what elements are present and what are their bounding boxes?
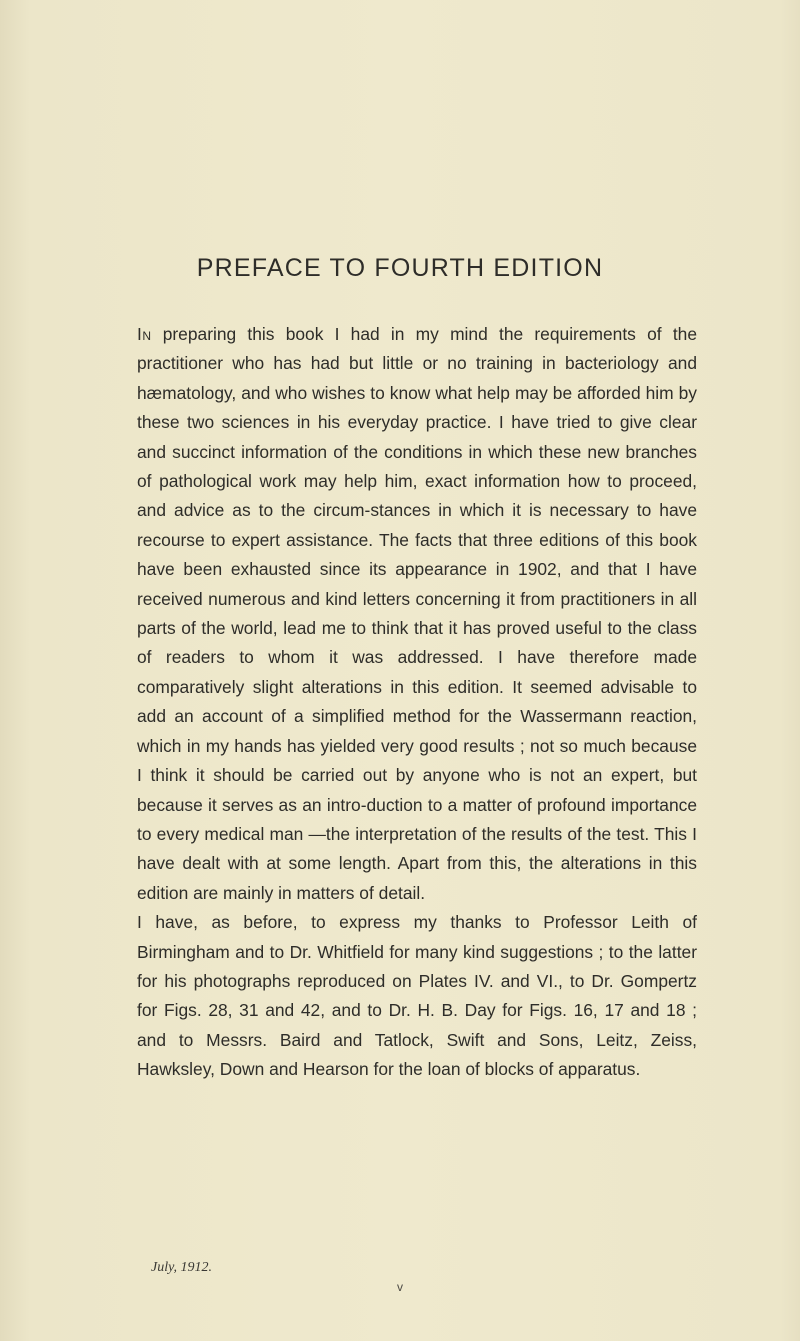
preface-body — [137, 320, 697, 1085]
paragraph-1-text: preparing this book I had in my mind the requirements of the practitioner who has had but little or no training in bacteriology and hæmatology, and who wishes to know what help may be afforded him by these two sciences in his everyday practice. I have tried to give clear and succinct information of the conditions in which these new branches of pathological work may help him, exact information how to proceed, and advice as to the circum-stances in which it is necessary to have recourse to expert assistance. The facts that three editions of this book have been exhausted since its appearance in 1902, and that I have received numerous and kind letters concerning it from practitioners in all parts of the world, lead me to think that it has proved useful to the class of readers to whom it was addressed. I have therefore made comparatively slight alterations in this edition. It seemed advisable to add an account of a simplified method for the Wassermann reaction, which in my hands has yielded very good results ; not so much because I think it should be carried out by anyone who is not an expert, but because it serves as an intro-duction to a matter of profound importance to every medical man —the interpretation of the results of the test. This I have dealt with at some length. Apart from this, the alterations in this edition are mainly in matters of detail. — [137, 324, 697, 903]
paragraph-1 — [137, 320, 697, 908]
page-title: PREFACE TO FOURTH EDITION — [196, 254, 604, 282]
preface-date: July, 1912. — [151, 1260, 213, 1275]
page-number: v — [397, 1280, 403, 1294]
paragraph-2: I have, as before, to express my thanks to Professor Leith of Birmingham and to Dr. Whitfield for many kind suggestions ; to the latter for his photographs reproduced on Plates IV. and VI., to Dr. Gompertz for Figs. 28, 31 and 42, and to Dr. H. B. Day for Figs. 16, 17 and 18 ; and to Messrs. Baird and Tatlock, Swift and Sons, Leitz, Zeiss, Hawksley, Down and Hearson for the loan of blocks of apparatus. — [137, 912, 697, 1080]
paragraph-lead-word: In — [137, 324, 152, 344]
